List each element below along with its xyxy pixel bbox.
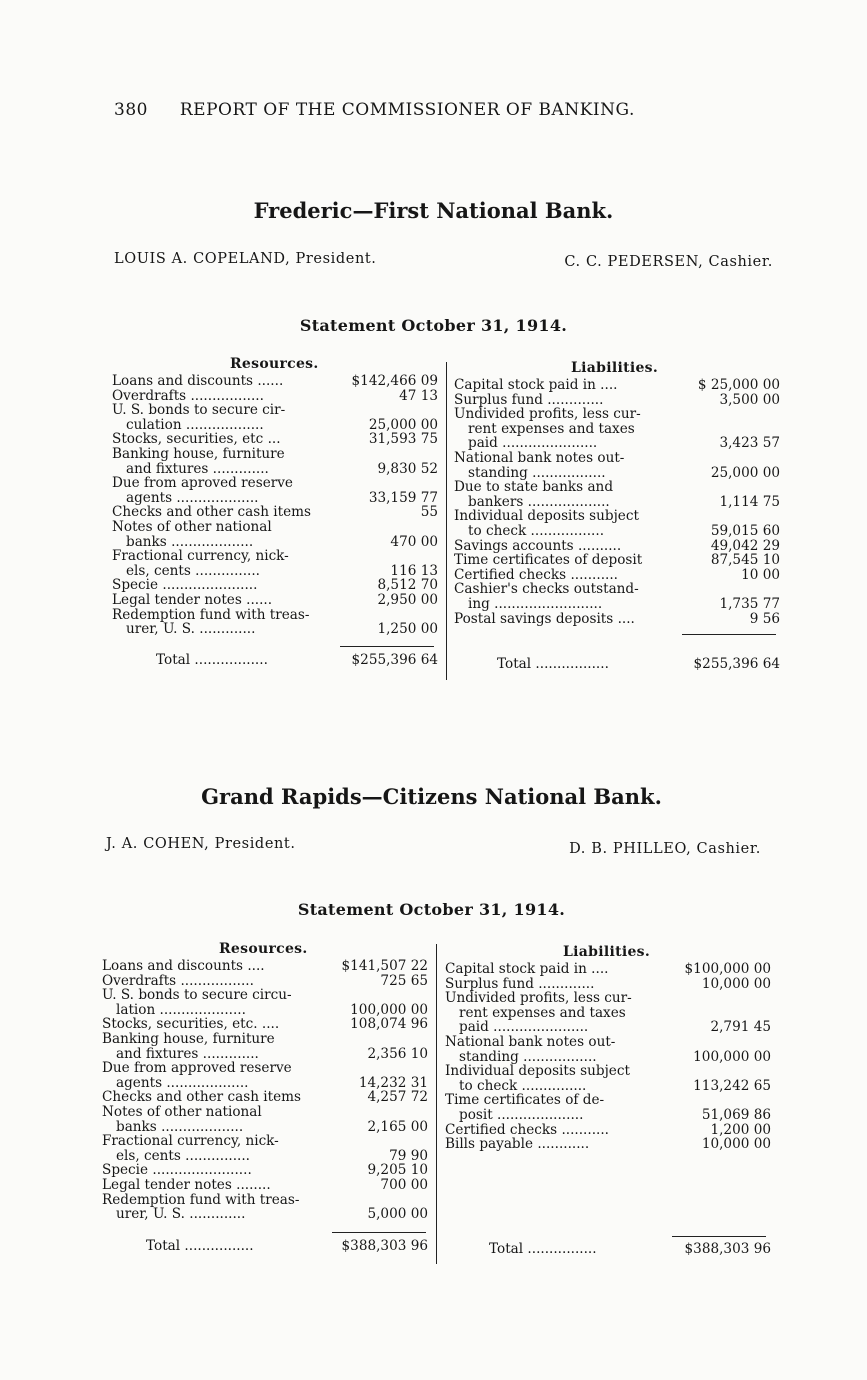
item-label: Savings accounts .......... (454, 537, 622, 554)
resource-row (102, 1047, 428, 1062)
resource-row (102, 1163, 428, 1178)
resource-row (112, 505, 438, 520)
bank-title: Frederic—First National Bank. (253, 198, 614, 223)
liability-row (445, 1079, 771, 1094)
item-amount: 9,205 10 (367, 1162, 428, 1179)
item-amount: 108,074 96 (350, 1016, 428, 1033)
item-amount: 470 00 (390, 533, 438, 550)
item-label: National bank notes out- (445, 1033, 616, 1050)
liability-row (445, 1108, 771, 1123)
president-name: LOUIS A. COPELAND, President. (114, 251, 377, 267)
item-label: bankers ................... (468, 493, 610, 510)
resource-row (102, 1134, 428, 1149)
liability-row (454, 553, 780, 568)
item-amount: 10,000 00 (701, 1136, 771, 1153)
item-label: Cashier's checks outstand- (454, 581, 639, 598)
item-label: Individual deposits subject (454, 508, 639, 525)
item-label: posit .................... (459, 1106, 584, 1123)
item-amount: 2,165 00 (367, 1118, 428, 1135)
resource-row (102, 988, 428, 1003)
item-label: Surplus fund ............. (454, 391, 604, 408)
item-label: Bills payable ............ (445, 1136, 590, 1153)
resource-row (102, 959, 428, 974)
resource-row (102, 1061, 428, 1076)
item-amount: 9 56 (749, 610, 780, 627)
item-label: Notes of other national (102, 1103, 262, 1120)
liability-row (445, 1020, 771, 1035)
sum-rule (332, 1232, 426, 1233)
item-amount: 9,830 52 (377, 460, 438, 477)
item-label: Due from approved reserve (102, 1060, 292, 1077)
item-amount: 116 13 (390, 562, 438, 579)
resource-row (112, 374, 438, 389)
liability-row (454, 524, 780, 539)
item-label: Redemption fund with treas- (102, 1191, 300, 1208)
liability-row (445, 1006, 771, 1021)
resource-row (112, 622, 438, 637)
resource-row (102, 1120, 428, 1135)
item-amount: 3,423 57 (719, 435, 780, 452)
sum-rule (340, 646, 434, 647)
item-label: els, cents ............... (126, 562, 260, 579)
item-label: Due from aproved reserve (112, 475, 293, 492)
liability-row (454, 422, 780, 437)
item-amount: 10 00 (741, 566, 780, 583)
liability-row (445, 1035, 771, 1050)
item-label: Surplus fund ............. (445, 975, 595, 992)
item-amount: 8,512 70 (377, 577, 438, 594)
item-label: Legal tender notes ........ (102, 1176, 271, 1193)
item-label: Fractional currency, nick- (112, 548, 289, 565)
item-label: U. S. bonds to secure cir- (112, 402, 286, 419)
item-label: and fixtures ............. (116, 1045, 259, 1062)
item-amount: 79 90 (389, 1147, 428, 1164)
item-amount: 1,735 77 (719, 595, 780, 612)
item-label: to check ................. (468, 522, 605, 539)
item-amount: 25,000 00 (368, 416, 438, 433)
liability-row (445, 1137, 771, 1152)
cashier-name: C. C. PEDERSEN, Cashier. (564, 254, 773, 270)
resources-heading: Resources. (219, 941, 308, 957)
item-amount: 100,000 00 (693, 1048, 771, 1065)
item-label: agents ................... (126, 489, 259, 506)
total-amount: $255,396 64 (693, 656, 780, 672)
item-label: Loans and discounts ...... (112, 373, 284, 389)
item-label: to check ............... (459, 1077, 587, 1094)
item-label: Legal tender notes ...... (112, 591, 273, 608)
column-divider (446, 362, 447, 680)
total-label: Total ................. (156, 652, 268, 668)
item-amount: 49,042 29 (710, 537, 780, 554)
item-label: Certified checks ........... (445, 1121, 609, 1138)
liability-row (454, 495, 780, 510)
item-amount: $ 25,000 00 (697, 377, 780, 393)
report-title: REPORT OF THE COMMISSIONER OF BANKING. (179, 100, 635, 120)
item-amount: 51,069 86 (701, 1106, 771, 1123)
liability-row (445, 991, 771, 1006)
liability-row (445, 1093, 771, 1108)
item-label: Undivided profits, less cur- (445, 990, 632, 1007)
item-label: U. S. bonds to secure circu- (102, 987, 292, 1004)
liability-row (454, 393, 780, 408)
item-label: Time certificates of deposit (454, 552, 643, 569)
item-label: National bank notes out- (454, 449, 625, 466)
item-amount: 55 (420, 504, 438, 521)
resource-row (102, 1076, 428, 1091)
page-header (114, 100, 754, 120)
bank-title: Grand Rapids—Citizens National Bank. (201, 784, 662, 809)
total-label: Total ................ (489, 1241, 597, 1257)
cashier-name: D. B. PHILLEO, Cashier. (569, 841, 761, 857)
item-label: Undivided profits, less cur- (454, 406, 641, 423)
item-amount: 87,545 10 (710, 552, 780, 569)
liability-row (454, 597, 780, 612)
liabilities-heading: Liabilities. (571, 360, 659, 376)
item-label: paid ...................... (459, 1019, 589, 1036)
item-amount: 5,000 00 (367, 1206, 428, 1223)
liability-row (454, 539, 780, 554)
item-label: Checks and other cash items (112, 504, 311, 521)
liabilities-heading: Liabilities. (563, 944, 651, 960)
liability-row (454, 466, 780, 481)
item-label: standing ................. (459, 1048, 597, 1065)
resource-row (102, 1193, 428, 1208)
item-label: Fractional currency, nick- (102, 1133, 279, 1150)
resource-row (112, 535, 438, 550)
liability-row (454, 582, 780, 597)
resource-row (102, 1149, 428, 1164)
total-amount: $388,303 96 (684, 1241, 771, 1257)
item-label: Certified checks ........... (454, 566, 618, 583)
item-amount: 2,791 45 (710, 1019, 771, 1036)
item-label: Notes of other national (112, 518, 272, 535)
resource-row (112, 418, 438, 433)
resource-row (112, 564, 438, 579)
resource-row (112, 462, 438, 477)
resource-row (112, 549, 438, 564)
item-amount: 2,356 10 (367, 1045, 428, 1062)
liability-row (445, 1050, 771, 1065)
item-label: Capital stock paid in .... (445, 961, 609, 977)
item-label: Overdrafts ................. (102, 972, 254, 989)
item-label: ing ......................... (468, 595, 603, 612)
liability-row (454, 612, 780, 627)
resource-row (112, 608, 438, 623)
resource-row (112, 491, 438, 506)
item-label: Stocks, securities, etc ... (112, 431, 281, 448)
item-label: rent expenses and taxes (459, 1004, 626, 1021)
liability-row (454, 568, 780, 583)
item-label: paid ...................... (468, 435, 598, 452)
liability-row (445, 1064, 771, 1079)
liability-row (445, 977, 771, 992)
statement-date: Statement October 31, 1914. (297, 900, 566, 919)
item-label: agents ................... (116, 1074, 249, 1091)
item-label: lation .................... (116, 1001, 246, 1018)
item-label: Checks and other cash items (102, 1089, 301, 1106)
liability-row (454, 378, 780, 393)
item-amount: 31,593 75 (368, 431, 438, 448)
item-label: banks ................... (126, 533, 254, 550)
page-number: 380 (114, 100, 148, 120)
resource-row (112, 578, 438, 593)
item-amount: 725 65 (380, 972, 428, 989)
sum-rule (672, 1236, 766, 1237)
total-label: Total ................ (146, 1238, 254, 1254)
item-amount: 700 00 (380, 1176, 428, 1193)
liability-row (445, 1123, 771, 1138)
item-amount: 59,015 60 (710, 522, 780, 539)
item-amount: 2,950 00 (377, 591, 438, 608)
item-amount: 4,257 72 (367, 1089, 428, 1106)
item-label: Overdrafts ................. (112, 387, 264, 404)
item-label: els, cents ............... (116, 1147, 250, 1164)
item-amount: 100,000 00 (350, 1001, 428, 1018)
item-amount: 1,250 00 (377, 621, 438, 638)
resource-row (102, 1207, 428, 1222)
resource-row (112, 432, 438, 447)
item-label: Specie ...................... (112, 577, 258, 594)
item-amount: 10,000 00 (701, 975, 771, 992)
total-amount: $255,396 64 (351, 652, 438, 668)
liability-row (454, 480, 780, 495)
resource-row (112, 403, 438, 418)
liability-row (454, 407, 780, 422)
item-amount: 1,114 75 (719, 493, 780, 510)
sum-rule (682, 634, 776, 635)
item-label: Stocks, securities, etc. .... (102, 1016, 280, 1033)
liability-row (454, 436, 780, 451)
item-label: urer, U. S. ............. (116, 1206, 246, 1223)
item-amount: 113,242 65 (693, 1077, 771, 1094)
column-divider (436, 944, 437, 1264)
liability-row (445, 962, 771, 977)
item-amount: 33,159 77 (368, 489, 438, 506)
item-label: Banking house, furniture (102, 1030, 275, 1047)
item-label: Capital stock paid in .... (454, 377, 618, 393)
resource-row (112, 520, 438, 535)
president-name: J. A. COHEN, President. (106, 836, 296, 852)
item-amount: 1,200 00 (710, 1121, 771, 1138)
item-amount: 25,000 00 (710, 464, 780, 481)
item-label: Individual deposits subject (445, 1063, 630, 1080)
resource-row (102, 1003, 428, 1018)
total-label: Total ................. (497, 656, 609, 672)
item-amount: $141,507 22 (341, 958, 428, 974)
item-amount: 47 13 (399, 387, 438, 404)
resources-heading: Resources. (230, 356, 319, 372)
resource-row (112, 593, 438, 608)
item-label: Time certificates of de- (445, 1092, 605, 1109)
item-label: culation .................. (126, 416, 264, 433)
item-label: Redemption fund with treas- (112, 606, 310, 623)
resource-row (102, 1032, 428, 1047)
liability-row (454, 451, 780, 466)
item-label: Specie ....................... (102, 1162, 252, 1179)
total-amount: $388,303 96 (341, 1238, 428, 1254)
item-label: banks ................... (116, 1118, 244, 1135)
item-amount: 14,232 31 (358, 1074, 428, 1091)
statement-date: Statement October 31, 1914. (299, 316, 568, 335)
resource-row (112, 447, 438, 462)
resource-row (102, 974, 428, 989)
resource-row (102, 1178, 428, 1193)
item-label: rent expenses and taxes (468, 420, 635, 437)
resource-row (102, 1017, 428, 1032)
item-label: Postal savings deposits .... (454, 610, 635, 627)
resource-row (112, 389, 438, 404)
item-label: Loans and discounts .... (102, 958, 265, 974)
item-amount: 3,500 00 (719, 391, 780, 408)
item-label: Due to state banks and (454, 479, 614, 496)
item-label: and fixtures ............. (126, 460, 269, 477)
item-label: urer, U. S. ............. (126, 621, 256, 638)
item-amount: $100,000 00 (684, 961, 771, 977)
liability-row (454, 509, 780, 524)
resource-row (112, 476, 438, 491)
item-label: standing ................. (468, 464, 606, 481)
item-amount: $142,466 09 (351, 373, 438, 389)
resource-row (102, 1105, 428, 1120)
resource-row (102, 1090, 428, 1105)
item-label: Banking house, furniture (112, 445, 285, 462)
